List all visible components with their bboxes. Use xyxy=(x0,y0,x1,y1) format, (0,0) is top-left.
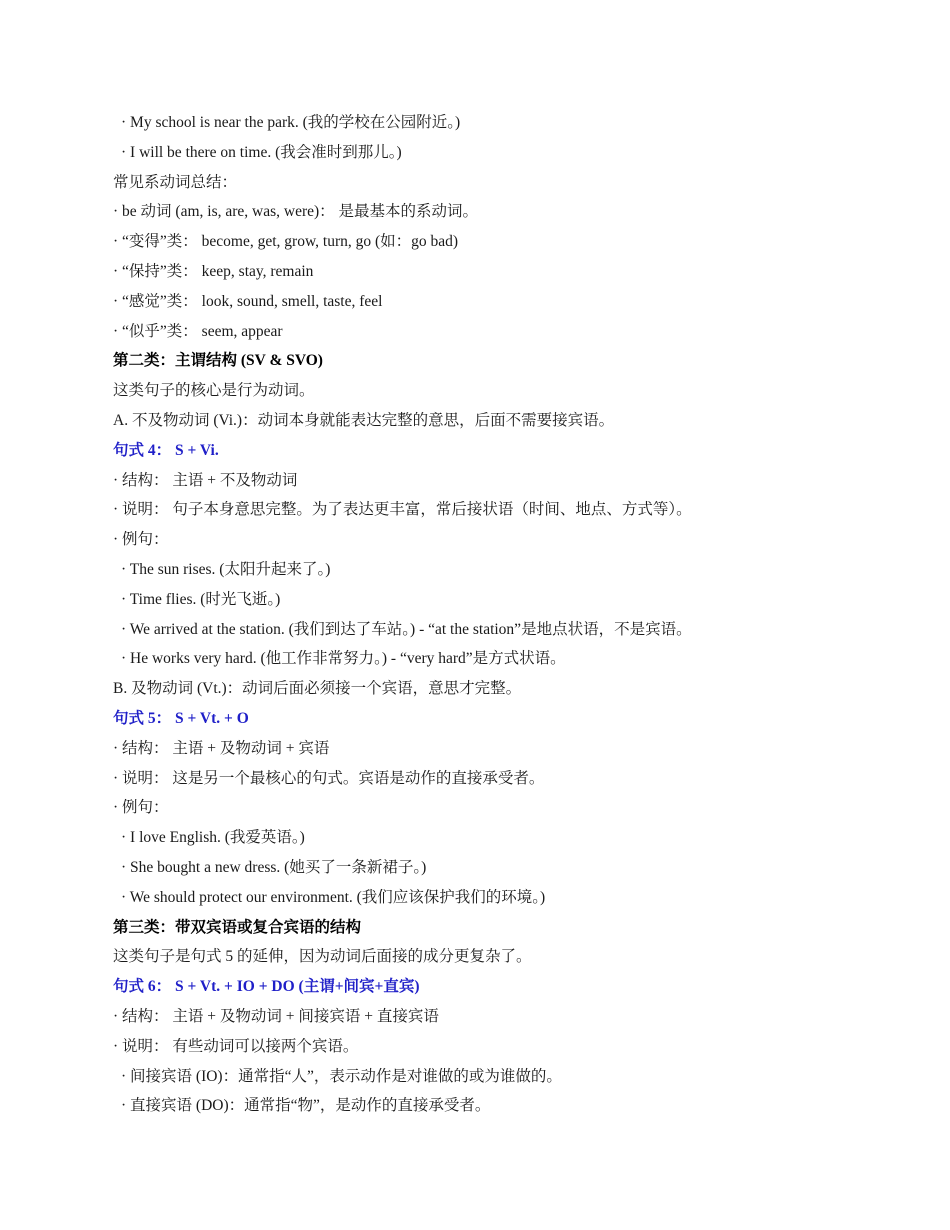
text-line: · 例句： xyxy=(113,531,169,549)
text-line: 这类句子的核心是行为动词。 xyxy=(113,382,315,400)
example-line: · Time flies. (时光飞逝。) xyxy=(121,590,281,608)
section-heading: 第三类：带双宾语或复合宾语的结构 xyxy=(113,918,362,936)
example-line: · The sun rises. (太阳升起来了。) xyxy=(121,560,331,578)
text-line: · 结构： 主语 + 不及物动词 xyxy=(113,471,298,489)
example-line: · We arrived at the station. (我们到达了车站。) - “at the station”是地点状语，不是宾语。 xyxy=(121,620,692,638)
text-line: · “似乎”类： seem, appear xyxy=(113,322,283,340)
text-line: · “变得”类： become, get, grow, turn, go (如：go bad) xyxy=(113,233,459,251)
text-line: A. 不及物动词 (Vi.)：动词本身就能表达完整的意思，后面不需要接宾语。 xyxy=(113,411,615,429)
text-line: · 结构： 主语 + 及物动词 + 间接宾语 + 直接宾语 xyxy=(113,1007,439,1025)
example-line: · She bought a new dress. (她买了一条新裙子。) xyxy=(121,858,427,876)
example-line: · I love English. (我爱英语。) xyxy=(121,829,305,847)
text-line: · be 动词 (am, is, are, was, were)： 是最基本的系动词。 xyxy=(113,203,479,221)
text-line: · 说明： 有些动词可以接两个宾语。 xyxy=(113,1037,359,1055)
example-line: · 直接宾语 (DO)：通常指“物”，是动作的直接承受者。 xyxy=(121,1097,491,1115)
example-line: · He works very hard. (他工作非常努力。) - “very hard”是方式状语。 xyxy=(121,650,566,668)
text-line: · 说明： 这是另一个最核心的句式。宾语是动作的直接承受者。 xyxy=(113,769,545,787)
text-line: · 结构： 主语 + 及物动词 + 宾语 xyxy=(113,739,330,757)
text-line: · 说明： 句子本身意思完整。为了表达更丰富，常后接状语（时间、地点、方式等）。 xyxy=(113,501,692,519)
section-heading: 第二类：主谓结构 (SV & SVO) xyxy=(113,352,323,370)
example-line: · I will be there on time. (我会准时到那儿。) xyxy=(121,143,402,161)
document-body xyxy=(113,108,890,1121)
example-line: · My school is near the park. (我的学校在公园附近。) xyxy=(121,114,461,131)
text-line: · 例句： xyxy=(113,799,169,817)
pattern-heading: 句式 5： S + Vt. + O xyxy=(113,709,249,727)
example-line: · 间接宾语 (IO)：通常指“人”，表示动作是对谁做的或为谁做的。 xyxy=(121,1067,562,1085)
text-line: · “保持”类： keep, stay, remain xyxy=(113,262,314,280)
text-line: · “感觉”类： look, sound, smell, taste, feel xyxy=(113,292,383,310)
pattern-heading: 句式 4： S + Vi. xyxy=(113,441,219,459)
pattern-heading: 句式 6： S + Vt. + IO + DO (主谓+间宾+直宾) xyxy=(113,978,420,996)
text-line: 这类句子是句式 5 的延伸，因为动词后面接的成分更复杂了。 xyxy=(113,948,532,966)
text-line: B. 及物动词 (Vt.)：动词后面必须接一个宾语，意思才完整。 xyxy=(113,680,522,698)
text-line: 常见系动词总结： xyxy=(113,173,238,191)
example-line: · We should protect our environment. (我们应该保护我们的环境。) xyxy=(121,888,546,906)
